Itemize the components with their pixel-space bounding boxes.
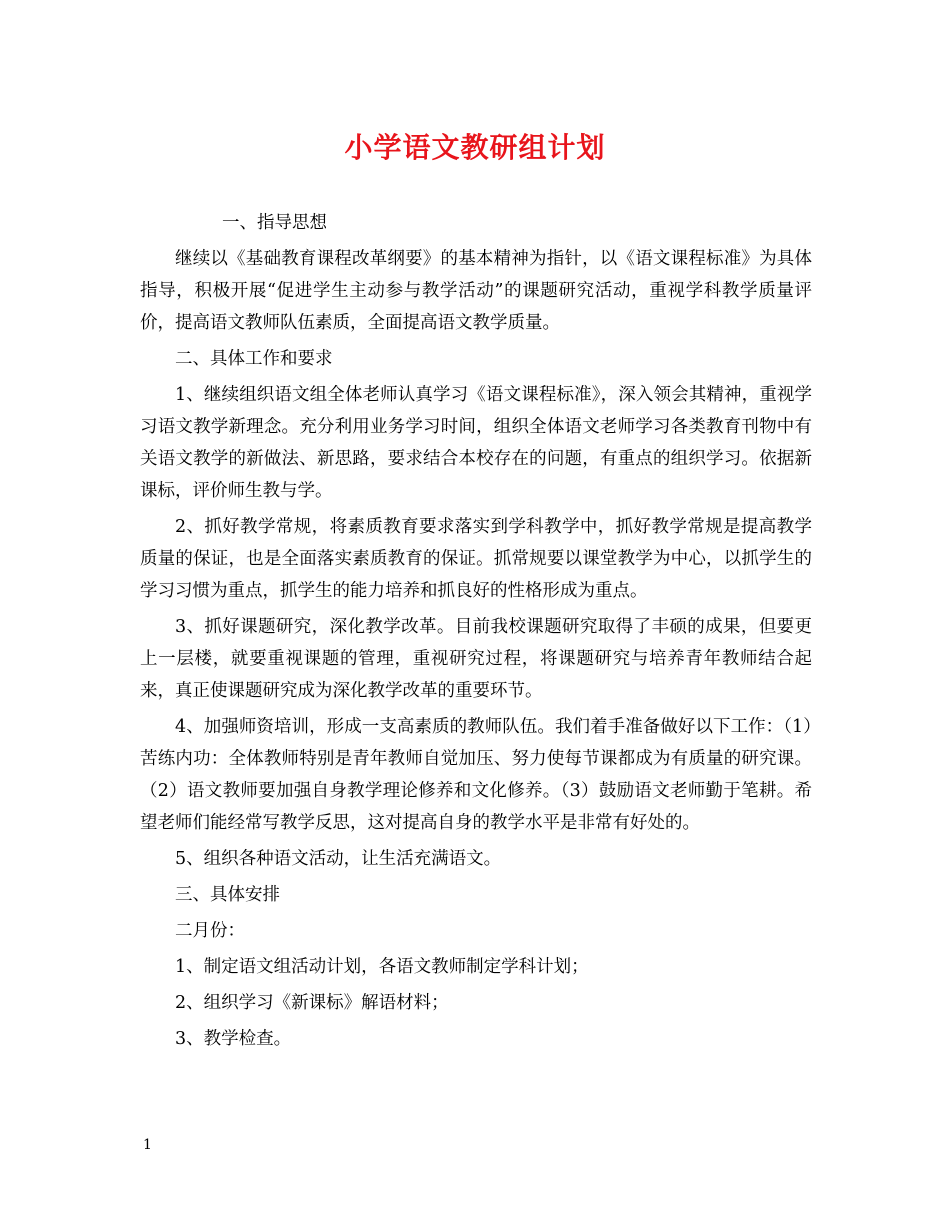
section-heading-guiding-thought: 一、指导思想 (222, 213, 327, 233)
paragraph-item-2: 2、抓好教学常规，将素质教育要求落实到学科教学中，抓好教学常规是提高教学质量的保证，也是全面落实素质教育的保证。抓常规要以课堂教学为中心，以抓学生的学习习惯为重点，抓学生的能力培养和抓良好的性格形成为重点。 (140, 517, 812, 601)
list-item: 2、组织学习《新课标》解语材料； (175, 993, 449, 1013)
paragraph-item-5: 5、组织各种语文活动，让生活充满语文。 (175, 849, 502, 869)
document-body (140, 207, 812, 1059)
section-heading-work-requirements: 二、具体工作和要求 (175, 349, 333, 369)
page-number: 1 (143, 1137, 152, 1153)
list-item: 3、教学检查。 (175, 1029, 292, 1049)
paragraph-item-4: 4、加强师资培训，形成一支高素质的教师队伍。我们着手准备做好以下工作：（1）苦练内功：全体教师特别是青年教师自觉加压、努力使每节课都成为有质量的研究课。（2）语文教师要加强自身教学理论修养和文化修养。（3）鼓励语文老师勤于笔耕。希望老师们能经常写教学反思，这对提高自身的教学水平是非常有好处的。 (140, 717, 812, 833)
paragraph-guiding-thought: 继续以《基础教育课程改革纲要》的基本精神为指针，以《语文课程标准》为具体指导，积极开展“促进学生主动参与教学活动”的课题研究活动，重视学科教学质量评价，提高语文教师队伍素质，全面提高语文教学质量。 (140, 249, 812, 333)
list-item: 1、制定语文组活动计划，各语文教师制定学科计划； (175, 957, 589, 977)
document-title: 小学语文教研组计划 (344, 131, 606, 164)
month-label-february: 二月份： (175, 921, 245, 941)
section-heading-arrangement: 三、具体安排 (175, 885, 280, 905)
paragraph-item-1: 1、继续组织语文组全体老师认真学习《语文课程标准》，深入领会其精神，重视学习语文教学新理念。充分利用业务学习时间，组织全体语文老师学习各类教育刊物中有关语文教学的新做法、新思路，要求结合本校存在的问题，有重点的组织学习。依据新课标，评价师生教与学。 (140, 385, 812, 501)
paragraph-item-3: 3、抓好课题研究，深化教学改革。目前我校课题研究取得了丰硕的成果，但要更上一层楼，就要重视课题的管理，重视研究过程，将课题研究与培养青年教师结合起来，真正使课题研究成为深化教学改革的重要环节。 (140, 617, 812, 701)
